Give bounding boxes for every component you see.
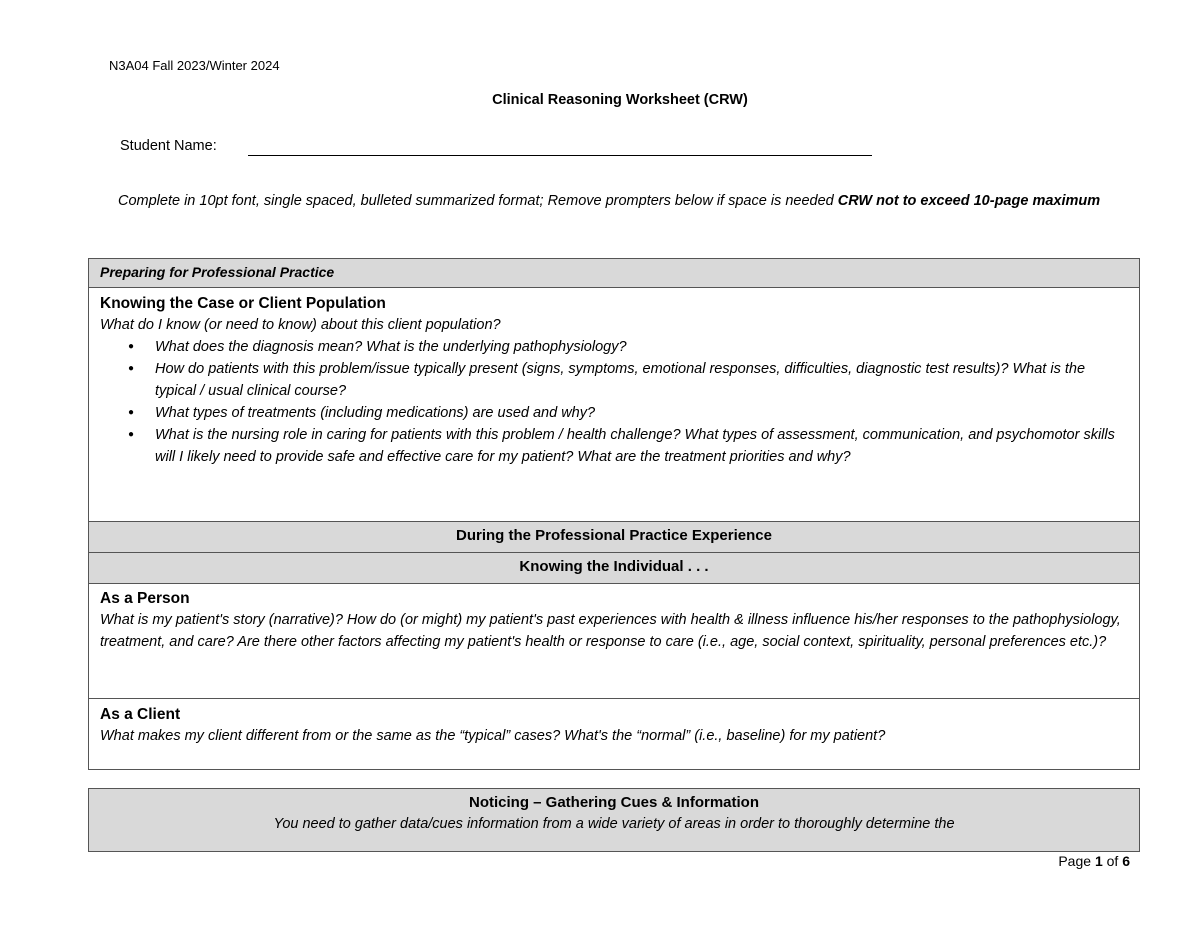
during-band: During the Professional Practice Experience (89, 522, 1139, 553)
instructions-limit: CRW not to exceed 10-page maximum (837, 193, 1101, 209)
preparing-band: Preparing for Professional Practice (89, 259, 1139, 288)
knowing-case-title: Knowing the Case or Client Population (100, 295, 386, 312)
document-title: Clinical Reasoning Worksheet (CRW) (492, 92, 748, 108)
as-person-cell[interactable] (89, 584, 1139, 699)
prompt-list (100, 336, 1127, 468)
prompt-item: ● How do patients with this problem/issue typically present (signs, symptoms, emotional responses, difficulties, diagnostic test results)? What is the typical / usual clinical course? (155, 358, 1127, 402)
as-person-text: What is my patient's story (narrative)? How do (or might) my patient's past experiences with health & illness influence his/her responses to the pathophysiology, treatment, and care? Are there other factors affecting my patient's health or response to care (i.e., age, social context, spirituality, personal preferences etc.)? (100, 612, 1121, 650)
page-of: of (1102, 853, 1123, 869)
student-name-label: Student Name: (120, 138, 217, 154)
prompt-item: ● What does the diagnosis mean? What is the underlying pathophysiology? (155, 336, 1127, 358)
page-total: 6 (1122, 853, 1130, 869)
student-name-field[interactable] (248, 155, 872, 156)
noticing-title: Noticing – Gathering Cues & Information (468, 794, 760, 811)
knowing-case-question: What do I know (or need to know) about this client population? (100, 317, 501, 333)
knowing-case-cell[interactable] (89, 288, 1139, 522)
prompt-item: ● What is the nursing role in caring for patients with this problem / health challenge? What types of assessment, communication, and psychomotor skills will I likely need to provide safe and effective care for my patient? What are the treatment priorities and why? (155, 424, 1127, 468)
page-current: 1 (1094, 853, 1103, 869)
as-client-cell[interactable] (89, 699, 1139, 769)
noticing-text: You need to gather data/cues information from a wide variety of areas in order to thoroughly determine the (273, 816, 955, 832)
noticing-table (88, 788, 1140, 852)
course-code: N3A04 Fall 2023/Winter 2024 (109, 58, 280, 73)
instructions-text: Complete in 10pt font, single spaced, bulleted summarized format; Remove prompters below if space is needed (118, 193, 838, 209)
as-person-title: As a Person (100, 590, 190, 607)
page-number (1058, 853, 1130, 869)
worksheet-table (88, 258, 1140, 770)
knowing-individual-band: Knowing the Individual . . . (89, 553, 1139, 584)
instructions (118, 190, 1118, 212)
page-prefix: Page (1058, 853, 1095, 869)
as-client-title: As a Client (100, 706, 181, 723)
as-client-text: What makes my client different from or the same as the “typical” cases? What's the “normal” (i.e., baseline) for my patient? (100, 728, 886, 744)
prompt-item: ● What types of treatments (including medications) are used and why? (155, 402, 1127, 424)
